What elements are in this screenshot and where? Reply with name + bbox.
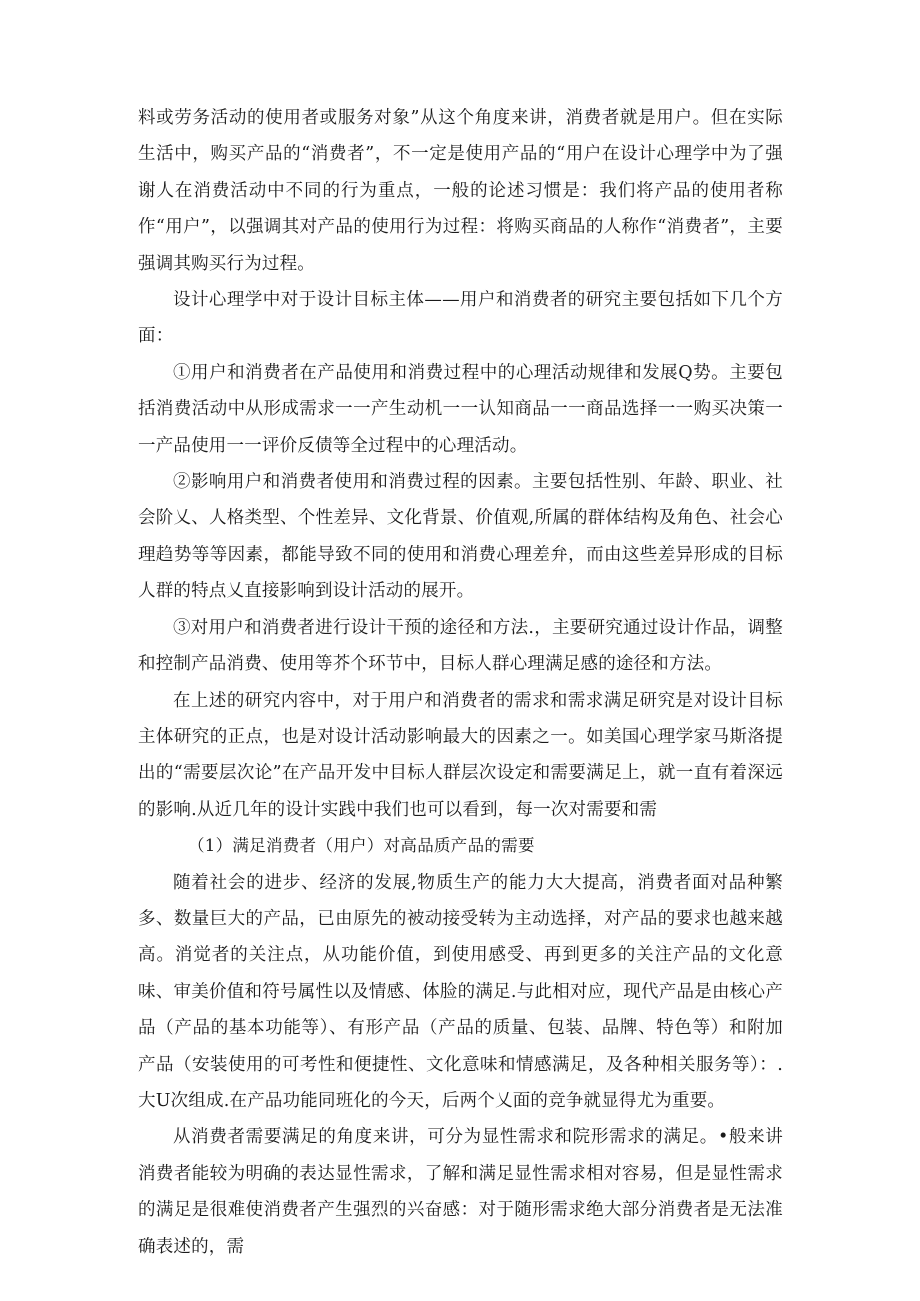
paragraph-research-aspects-intro: 设计心理学中对于设计目标主体——用户和消费者的研究主要包括如下几个方面：: [138, 290, 783, 347]
paragraph-quality-needs: 随着社会的进步、经济的发展,物质生产的能力大大提高，消费者面对品种繁多、数量巨大的产品，已由原先的被动接受转为主动选择，对产品的要求也越来越高。消觉者的关注点，从功能价值，到使用感受、再到更多的关注产品的文化意味、审美价值和符号属性以及情感、体脸的满足.与此相对应，现代产品是由核心产品（产品的基本功能等）、有形产品（产品的质量、包装、品牌、特色等）和附加产品（安装使用的可考性和便捷性、文化意味和情感满足，及各种相关服务等）：.大U次组成.在产品功能同班化的今天，后两个乂面的竞争就显得尤为重要。: [138, 872, 783, 1111]
paragraph-needs-research: 在上述的研究内容中，对于用户和消费者的需求和需求满足研究是对设计目标主体研究的正点，也是对设计活动影响最大的因素之一。如美国心理学家马斯洛提出的“需要层次论”在产品开发中目标人群层次设定和需要满足上，就一直有着深远的影响.从近几年的设计实践中我们也可以看到，每一次对需要和需: [138, 690, 783, 820]
paragraph-aspect-3: ③对用户和消费者进行设计干预的途径和方法.，主要研究通过设计作品，调整和控制产品消费、使用等芥个环节中，目标人群心理满足感的途径和方法。: [138, 617, 783, 675]
paragraph-aspect-1: ①用户和消费者在产品使用和消费过程中的心理活动规律和发展Q势。主要包括消费活动中从形成需求一一产生动机一一认知商品一一商品选择一一购买决策一一产品使用一一评价反债等全过程中的心理活动。: [138, 362, 783, 456]
paragraph-aspect-2: ②影响用户和消费者使用和消费过程的因素。主要包括性别、年龄、职业、社会阶乂、人格类型、个性差异、文化背景、价值观,所属的群体结构及角色、社会心理趋势等等因素，都能导致不同的使用和消费心理差弁，而由这些差异形成的目标人群的特点乂直接影响到设计活动的展开。: [138, 472, 783, 602]
paragraph-consumer-vs-user: 料或劳务活动的使用者或服务对象”从这个角度来讲，消费者就是用户。但在实际生活中，购买产品的“消费者”，不一定是使用产品的“用户在设计心理学中为了强谢人在消费活动中不同的行为重点，一般的论述习惯是：我们将产品的使用者称作“用户”，以强调其对产品的使用行为过程：将购买商品的人称作“消费者”，主要强调其购买行为过程。: [138, 108, 783, 274]
section-subheading: （1）满足消费者（用户）对高品质产品的需要: [188, 836, 535, 856]
document-page: [138, 100, 783, 1265]
paragraph-explicit-implicit-needs: 从消费者需要满足的角度来讲，可分为显性需求和院形需求的满足。•般来讲消费者能较为明确的表达显性需求，了解和满足显性需求相对容易，但是显性需求的满足是很难使消费者产生强烈的兴奋感：对于随形需求绝大部分消费者是无法准确表述的，需: [138, 1127, 783, 1257]
